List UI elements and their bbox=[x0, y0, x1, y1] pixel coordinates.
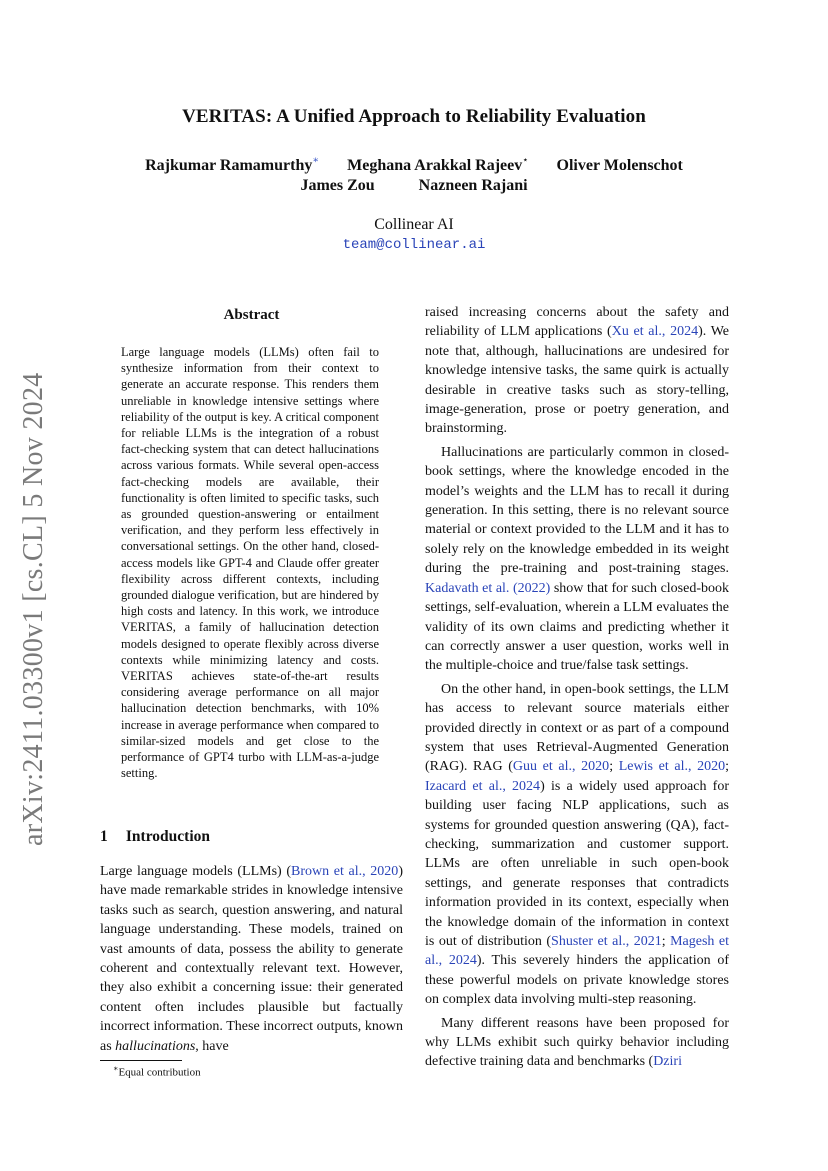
citation-link[interactable]: Guu et al., 2020 bbox=[512, 759, 610, 775]
contact-email[interactable]: team@collinear.ai bbox=[342, 237, 486, 253]
section-number: 1 bbox=[100, 828, 108, 845]
citation-link[interactable]: Shuster et al., 2021 bbox=[551, 934, 662, 949]
section-heading-introduction bbox=[100, 828, 210, 846]
right-column bbox=[425, 303, 729, 1076]
author: Meghana Arakkal Rajeev⋆ bbox=[347, 155, 529, 174]
authors-line-1 bbox=[0, 157, 828, 175]
footnote: ∗Equal contribution bbox=[113, 1064, 201, 1079]
arxiv-identifier-stamp: arXiv:2411.03300v1 [cs.CL] 5 Nov 2024 bbox=[18, 372, 49, 846]
paper-title: VERITAS: A Unified Approach to Reliability Evaluation bbox=[182, 106, 646, 127]
citation-link[interactable]: Brown et al., 2020 bbox=[291, 864, 399, 879]
introduction-paragraph: Large language models (LLMs) (Brown et al., 2020) have made remarkable strides in knowledge intensive tasks such as search, question answering, and natural language understanding. These models, trained on vast amounts of data, possess the ability to generate coherent and contextually relevant text. However, they also exhibit a concerning issue: their generated content often includes plausible but factually incorrect information. These incorrect outputs, known as hallucinations, have bbox=[100, 864, 403, 1054]
paragraph: On the other hand, in open-book settings, the LLM has access to relevant source materials either provided directly in context or as part of a compound system that uses Retrieval-Augmented Generation (RAG). RAG (Guu et al., 2020; Lewis et al., 2020; Izacard et al., 2024) is a widely used approach for building user facing NLP applications, such as systems for grounded question answering (QA), fact-checking, summarization and customer support. LLMs are often unreliable in such open-book settings, and generate responses that contradicts information provided in its context, especially when the knowledge domain of the information in context is out of distribution (Shuster et al., 2021; Magesh et al., 2024). This severely hinders the application of these powerful models on private knowledge stores on complex data involving multi-step reasoning. bbox=[425, 681, 730, 1008]
affiliation: Collinear AI bbox=[374, 216, 454, 233]
abstract-text: Large language models (LLMs) often fail to synthesize information from their context to generate an accurate response. This renders them unreliable in knowledge intensive settings where reliability of the output is key. A critical component for reliable LLMs is the integration of a robust fact-checking system that can detect hallucinations across various formats. While several open-access fact-checking models are available, their functionality is often limited to specific tasks, such as grounded question-answering or entailment verification, and they perform less effectively in conversational settings. On the other hand, closed-access models like GPT-4 and Claude offer greater flexibility across different contexts, including grounded dialogue verification, but are hindered by high costs and latency. In this work, we introduce VERITAS, a family of hallucination detection models designed to operate flexibly across diverse contexts while minimizing latency and costs. VERITAS achieves state-of-the-art results considering average performance on all major hallucination detection benchmarks, with 10% increase in average performance when compared to similar-sized models and get close to the performance of GPT4 turbo with LLM-as-a-judge setting. bbox=[121, 345, 379, 781]
footnote-divider bbox=[100, 1060, 182, 1061]
citation-link[interactable]: Xu et al., 2024 bbox=[611, 324, 699, 340]
paragraph: Many different reasons have been proposed for why LLMs exhibit such quirky behavior including defective training data and benchmarks (Dziri bbox=[425, 1015, 729, 1070]
authors-line-2 bbox=[0, 177, 828, 195]
citation-link[interactable]: Dziri bbox=[653, 1054, 682, 1070]
author: James Zou bbox=[300, 177, 375, 194]
author: Oliver Molenschot bbox=[556, 157, 683, 174]
paragraph: raised increasing concerns about the safety and reliability of LLM applications (Xu et al., 2024). We note that, although, hallucinations are undesired for knowledge intensive tasks, the same quirk is actually desirable in creative tasks such as story-telling, image-generation, prose or poetry generation, and brainstorming. bbox=[425, 305, 729, 437]
citation-link[interactable]: Lewis et al., 2020 bbox=[618, 759, 726, 775]
author: Rajkumar Ramamurthy∗ bbox=[145, 155, 320, 174]
abstract-heading: Abstract bbox=[223, 307, 280, 323]
citation-link[interactable]: Magesh et al., 2024 bbox=[425, 934, 729, 969]
author: Nazneen Rajani bbox=[418, 177, 528, 194]
citation-link[interactable]: Izacard et al., 2024 bbox=[425, 778, 541, 794]
section-title: Introduction bbox=[125, 828, 210, 845]
paragraph: Hallucinations are particularly common in closed-book settings, where the knowledge encoded in the model’s weights and the LLM has to recall it during generation. In this setting, there is no relevant source material or context provided to the LLM and it has to solely rely on the knowledge embedded in its weight during the pre-training and post-training stages. Kadavath et al. (2022) show that for such closed-book settings, self-evaluation, wherein a LLM evaluates the validity of its own claims and predicting whether it can correctly answer a user question, works well in the multiple-choice and true/false task settings. bbox=[425, 444, 730, 674]
citation-link[interactable]: Kadavath et al. (2022) bbox=[425, 580, 551, 596]
